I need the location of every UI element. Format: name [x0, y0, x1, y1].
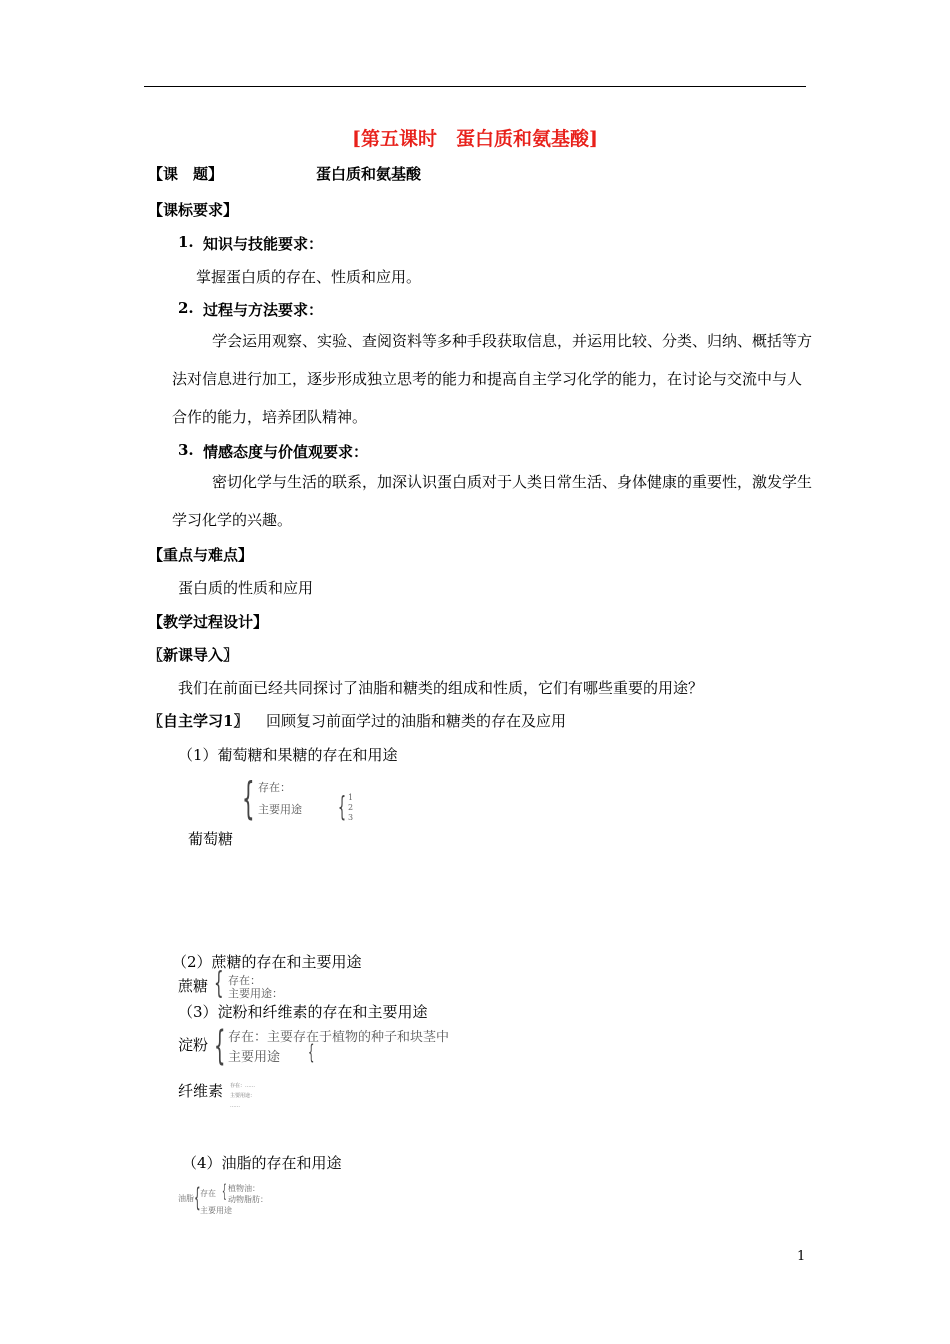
sucrose-exist: 存在：: [228, 974, 261, 987]
starch-brace: {: [214, 1023, 226, 1069]
standard-3-number: 3.: [178, 441, 194, 459]
self-study-text: 回顾复习前面学过的油脂和糖类的存在及应用: [266, 712, 567, 730]
glucose-use-item-2: 2: [348, 803, 354, 812]
sucrose-name: 蔗糖: [178, 977, 209, 995]
intro-heading: 〖新课导入〗: [148, 646, 239, 664]
topic-value: 蛋白质和氨基酸: [316, 165, 422, 183]
page-number: 1: [797, 1249, 806, 1264]
standard-2-number: 2.: [178, 299, 194, 317]
glucose-use-brace: {: [338, 790, 347, 823]
starch-name: 淀粉: [178, 1036, 209, 1054]
oil-exist-item-1: 植物油：: [228, 1184, 260, 1193]
sucrose-brace: {: [214, 966, 224, 1001]
standard-1-label: 知识与技能要求：: [203, 235, 324, 253]
glucose-use: 主要用途: [258, 803, 302, 816]
keypoints-text: 蛋白质的性质和应用: [178, 579, 314, 597]
sucrose-use: 主要用途：: [228, 987, 283, 1000]
cellulose-line-1: 存在：……: [230, 1083, 256, 1089]
glucose-brace: {: [242, 773, 255, 824]
topic-label: 【课 题】: [148, 165, 224, 183]
glucose-use-item-3: 3: [348, 813, 354, 822]
cellulose-line-2: 主要用途：: [230, 1093, 256, 1099]
starch-use: 主要用途: [228, 1050, 281, 1065]
starch-use-brace: {: [308, 1040, 315, 1064]
glucose-heading: （1）葡萄糖和果糖的存在和用途: [178, 746, 398, 764]
standards-heading: 【课标要求】: [148, 201, 239, 219]
starch-heading: （3）淀粉和纤维素的存在和主要用途: [178, 1003, 428, 1021]
standard-2-label: 过程与方法要求：: [203, 301, 324, 319]
page-title: [第五课时 蛋白质和氨基酸]: [352, 128, 598, 150]
keypoints-heading: 【重点与难点】: [148, 546, 254, 564]
self-study-label: 〖自主学习1〗: [148, 712, 249, 730]
standard-3-text: 密切化学与生活的联系，加深认识蛋白质对于人类日常生活、身体健康的重要性，激发学生学习化学的兴趣。: [172, 473, 813, 529]
standard-1-text: 掌握蛋白质的存在、性质和应用。: [196, 268, 422, 286]
starch-exist: 存在：主要存在于植物的种子和块茎中: [228, 1030, 450, 1045]
oil-heading: （4）油脂的存在和用途: [182, 1154, 342, 1172]
header-rule: [144, 86, 806, 87]
oil-name: 油脂: [178, 1194, 194, 1203]
glucose-exist: 存在：: [258, 781, 291, 794]
cellulose-line-3: ……: [230, 1103, 240, 1109]
process-heading: 【教学过程设计】: [148, 613, 269, 631]
cellulose-name: 纤维素: [178, 1082, 224, 1100]
standard-2-text: 学会运用观察、实验、查阅资料等多种手段获取信息，并运用比较、分类、归纳、概括等方法对信息进行加工，逐步形成独立思考的能力和提高自主学习化学的能力，在讨论与交流中与人合作的能力，培养团队精神。: [172, 332, 813, 426]
sucrose-heading: （2）蔗糖的存在和主要用途: [172, 953, 362, 971]
standard-1-number: 1.: [178, 233, 194, 251]
glucose-name: 葡萄糖: [188, 830, 234, 848]
oil-exist-item-2: 动物脂肪：: [228, 1195, 268, 1204]
glucose-use-item-1: 1: [348, 793, 354, 802]
oil-brace: {: [194, 1183, 201, 1213]
oil-exist-brace: {: [222, 1181, 227, 1202]
standard-3-label: 情感态度与价值观要求：: [203, 443, 369, 461]
intro-text: 我们在前面已经共同探讨了油脂和糖类的组成和性质，它们有哪些重要的用途？: [178, 679, 704, 697]
oil-exist: 存在: [200, 1189, 216, 1198]
oil-use: 主要用途: [200, 1206, 232, 1215]
